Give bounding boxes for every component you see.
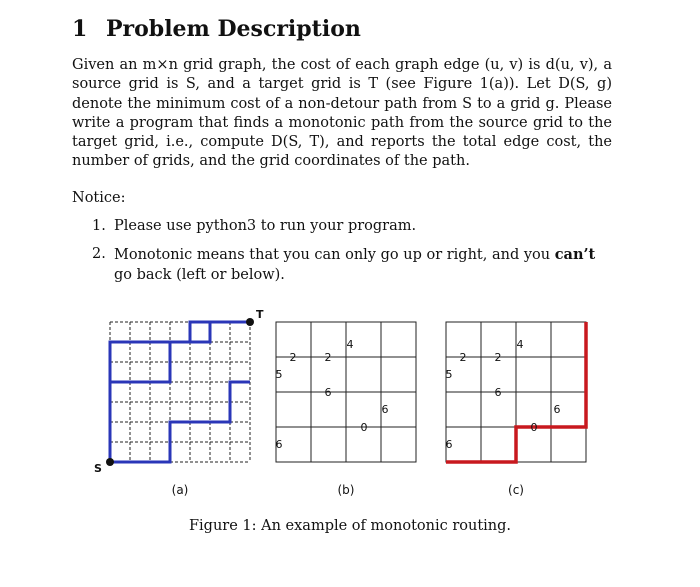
subfigure-label-a: (a): [171, 483, 189, 497]
section-title: Problem Description: [106, 16, 361, 42]
edge-cost: 0: [360, 421, 368, 434]
edge-cost: 6: [381, 403, 389, 416]
edge-cost: 0: [530, 421, 538, 434]
section-number: 1: [72, 16, 88, 42]
notice-list: [92, 217, 612, 294]
notice-label: Notice:: [72, 190, 126, 206]
edge-cost: 4: [346, 338, 354, 351]
edge-cost: 6: [553, 403, 561, 416]
notice-text: Please use python3 to run your program.: [114, 218, 417, 234]
edge-cost: 2: [324, 351, 332, 364]
edge-cost: 5: [275, 368, 283, 381]
edge-cost: 2: [459, 351, 467, 364]
edge-cost: 4: [516, 338, 524, 351]
list-item: [92, 245, 612, 285]
subfigure-a: [94, 308, 264, 497]
notice-text-before: Monotonic means that you can only go up or right, and you: [114, 247, 555, 264]
edge-cost: 6: [324, 386, 332, 399]
edge-cost: 2: [289, 351, 297, 364]
edge-cost: 2: [494, 351, 502, 364]
subfigure-label-c: (c): [508, 483, 524, 497]
notice-text-after: go back (left or below).: [114, 266, 285, 283]
subfigure-b: [276, 322, 417, 497]
subfigure-c: [446, 322, 587, 497]
figure: [80, 300, 590, 505]
problem-paragraph: Given an m×n grid graph, the cost of each graph edge (u, v) is d(u, v), a source grid is S, and a target grid is T (see Figure 1(a)). Let D(S, g) denote the minimum cost of a non-detour path from S to a grid g. Please write a program that finds a monotonic path from the source grid to the target grid, i.e., compute D(S, T), and reports the total edge cost, the number of grids, and the grid coordinates of the path.: [72, 57, 612, 170]
target-node: [246, 318, 254, 326]
source-label: S: [94, 462, 102, 475]
list-item: [92, 217, 612, 236]
notice-text-bold: can’t: [554, 246, 596, 264]
list-marker: 1.: [92, 218, 106, 234]
figure-caption: Figure 1: An example of monotonic routing.: [188, 518, 512, 534]
list-marker: 2.: [92, 246, 106, 263]
edge-cost: 6: [445, 438, 453, 451]
subfigure-label-b: (b): [337, 483, 355, 497]
target-label: T: [256, 308, 264, 321]
edge-cost: 5: [445, 368, 453, 381]
section-heading: [72, 16, 361, 42]
source-node: [106, 458, 114, 466]
edge-cost: 6: [275, 438, 283, 451]
edge-cost: 6: [494, 386, 502, 399]
